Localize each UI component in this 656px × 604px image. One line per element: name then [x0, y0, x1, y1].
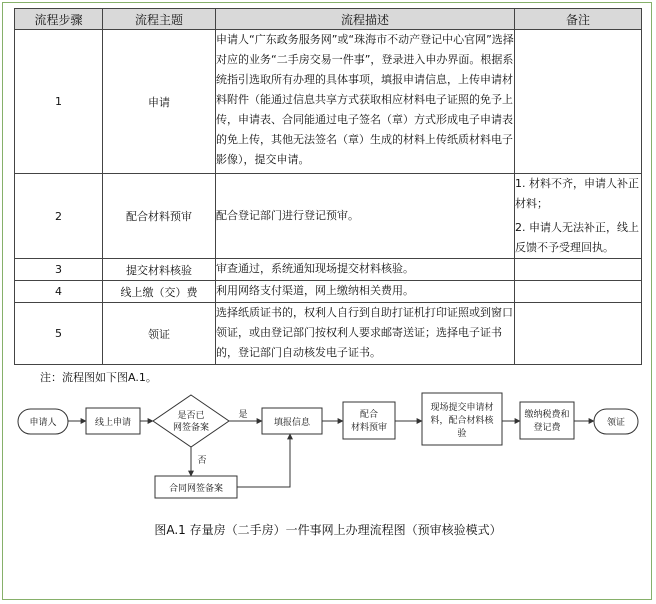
- row1-desc: 申请人“广东政务服务网”或“珠海市不动产登记中心官网”选择对应的业务“二手房交易一件事”，登录进入申办界面。根据系统指引选取所有办理的具体事项，填报申请信息，上传申请材料附件（能通过信息共享方式获取相应材料电子证照的免予上传，申请表、合同能通过电子签名（章）方式形成电子申请表的免上传，其他无法签名（章）生成的材料上传纸质材料电子影像），提交申请。: [216, 30, 515, 174]
- footnote: 注：流程图如下图A.1。: [40, 371, 157, 384]
- label-precheck-1: 配合: [359, 410, 379, 420]
- header-topic: 流程主题: [103, 9, 216, 30]
- row1-topic: 申请: [103, 30, 216, 174]
- label-online-apply: 线上申请: [94, 418, 132, 428]
- label-onsite-2: 料，配合材料核: [430, 416, 494, 426]
- edge-contract-fill: [237, 434, 290, 487]
- label-decision-2: 网签备案: [172, 423, 210, 433]
- node-precheck: [343, 402, 395, 439]
- node-pay: [520, 402, 574, 439]
- row2-note-item-2: 2. 申请人无法补正，线上反馈不予受理回执。: [515, 221, 639, 254]
- row2-topic: 配合材料预审: [103, 174, 216, 259]
- row1-step: 1: [15, 30, 103, 174]
- label-pay-2: 登记费: [533, 423, 561, 433]
- label-collect: 领证: [606, 418, 626, 428]
- row2-note-item-1: 1. 材料不齐，申请人补正材料；: [515, 177, 639, 210]
- header-step: 流程步骤: [15, 9, 103, 30]
- row5-step: 5: [15, 303, 103, 365]
- row4-step: 4: [15, 281, 103, 303]
- header-note: 备注: [515, 9, 642, 30]
- label-onsite-1: 现场提交申请材: [430, 403, 494, 413]
- label-decision-1: 是否已: [177, 411, 205, 421]
- label-applicant: 申请人: [29, 418, 57, 428]
- figure-caption: 图A.1 存量房（二手房）一件事网上办理流程图（预审核验模式）: [154, 523, 502, 537]
- row4-desc: 利用网络支付渠道，网上缴纳相关费用。: [216, 281, 515, 303]
- label-yes: 是: [238, 410, 248, 420]
- row3-desc: 审查通过，系统通知现场提交材料核验。: [216, 259, 515, 281]
- row2-step: 2: [15, 174, 103, 259]
- row5-topic: 领证: [103, 303, 216, 365]
- row3-step: 3: [15, 259, 103, 281]
- label-pay-1: 缴纳税费和: [524, 410, 570, 420]
- row2-desc: 配合登记部门进行登记预审。: [216, 174, 515, 259]
- label-fill-info: 填报信息: [273, 418, 311, 428]
- node-decision: [153, 395, 229, 447]
- row3-topic: 提交材料核验: [103, 259, 216, 281]
- label-contract: 合同网签备案: [168, 484, 224, 494]
- label-onsite-3: 验: [457, 429, 467, 439]
- row5-desc: 选择纸质证书的，权利人自行到自助打证机打印证照或到窗口领证，或由登记部门按权利人要求邮寄送证；选择电子证书的，登记部门自动核发电子证书。: [216, 303, 515, 365]
- row4-topic: 线上缴（交）费: [103, 281, 216, 303]
- header-desc: 流程描述: [216, 9, 515, 30]
- label-no: 否: [197, 456, 207, 466]
- label-precheck-2: 材料预审: [350, 423, 388, 433]
